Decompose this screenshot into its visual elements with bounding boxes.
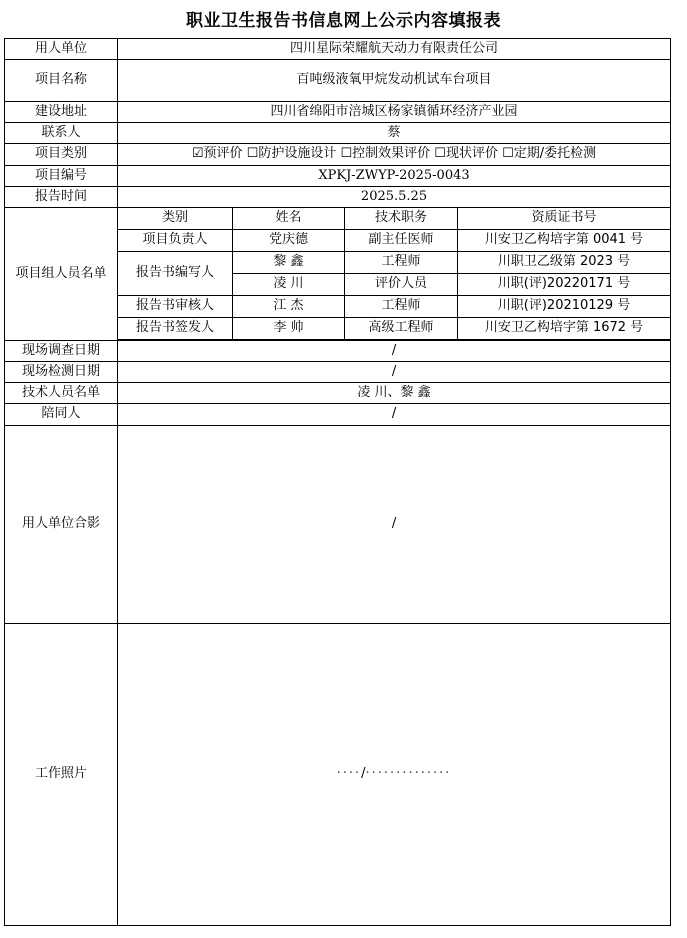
project-name-label: 项目名称 [5, 60, 118, 102]
report-time-label: 报告时间 [5, 187, 118, 208]
companion-label: 陪同人 [5, 404, 118, 426]
team-header-title: 技术职务 [345, 208, 458, 230]
team-member-name: 江 杰 [233, 296, 345, 318]
team-member-name: 凌 川 [233, 274, 345, 296]
team-header-row [5, 208, 671, 230]
row-address [5, 102, 671, 123]
row-project-name [5, 60, 671, 102]
team-member-title: 副主任医师 [345, 230, 458, 252]
form-title: 职业卫生报告书信息网上公示内容填报表 [186, 11, 501, 31]
category-options [118, 144, 671, 166]
contact-label: 联系人 [5, 123, 118, 144]
work-photo-dots: ·············· [365, 766, 452, 782]
row-test-date [5, 362, 671, 383]
team-member-cert: 川职卫乙级第 2023 号 [458, 252, 671, 274]
work-photo-dots: ···· [336, 766, 362, 782]
companion-value: / [118, 404, 671, 426]
row-report-time [5, 187, 671, 208]
team-role-leader: 项目负责人 [118, 230, 233, 252]
work-photo-value: / [361, 766, 366, 782]
team-header-cert: 资质证书号 [458, 208, 671, 230]
report-time-value: 2025.5.25 [118, 187, 671, 208]
survey-date-label: 现场调查日期 [5, 341, 118, 362]
checked-box-icon: ☑ [191, 146, 204, 162]
team-member-title: 工程师 [345, 296, 458, 318]
team-member-cert: 川安卫乙构培字第 1672 号 [458, 318, 671, 340]
team-member-title: 评价人员 [345, 274, 458, 296]
team-member-title: 工程师 [345, 252, 458, 274]
group-photo-area: / [118, 426, 671, 624]
row-category [5, 144, 671, 166]
address-value: 四川省绵阳市涪城区杨家镇循环经济产业园 [118, 102, 671, 123]
checkbox-icon: ☐ [434, 146, 446, 162]
row-survey-date [5, 341, 671, 362]
project-no-value: XPKJ-ZWYP-2025-0043 [118, 166, 671, 187]
employer-label: 用人单位 [5, 39, 118, 60]
row-work-photo [5, 624, 671, 926]
row-contact [5, 123, 671, 144]
team-header-category: 类别 [118, 208, 233, 230]
category-option-control-effect[interactable]: ☐控制效果评价 [340, 146, 431, 162]
team-role-issuer: 报告书签发人 [118, 318, 233, 340]
project-no-label: 项目编号 [5, 166, 118, 187]
category-option-protection-design[interactable]: ☐防护设施设计 [246, 146, 337, 162]
category-option-periodic-testing[interactable]: ☐定期/委托检测 [502, 146, 597, 162]
work-photo-area [118, 624, 671, 926]
team-role-reviewer: 报告书审核人 [118, 296, 233, 318]
row-group-photo [5, 426, 671, 624]
work-photo-label: 工作照片 [5, 624, 118, 926]
checkbox-icon: ☐ [246, 146, 259, 162]
tech-staff-value: 凌 川、黎 鑫 [118, 383, 671, 404]
checkbox-icon: ☐ [502, 146, 514, 162]
tech-staff-label: 技术人员名单 [5, 383, 118, 404]
row-companion [5, 404, 671, 426]
category-option-pre-evaluation[interactable]: ☑预评价 [191, 146, 243, 162]
team-member-name: 党庆德 [233, 230, 345, 252]
contact-value: 蔡 [118, 123, 671, 144]
team-member-cert: 川职(评)20220171 号 [458, 274, 671, 296]
team-member-cert: 川安卫乙构培字第 0041 号 [458, 230, 671, 252]
category-label: 项目类别 [5, 144, 118, 166]
team-header-name: 姓名 [233, 208, 345, 230]
test-date-label: 现场检测日期 [5, 362, 118, 383]
team-member-cert: 川职(评)20210129 号 [458, 296, 671, 318]
test-date-value: / [118, 362, 671, 383]
team-label: 项目组人员名单 [5, 208, 118, 341]
row-tech-staff [5, 383, 671, 404]
employer-value: 四川星际荣耀航天动力有限责任公司 [118, 39, 671, 60]
category-option-status-evaluation[interactable]: ☐现状评价 [434, 146, 498, 162]
team-role-writer: 报告书编写人 [118, 252, 233, 296]
project-name-value: 百吨级液氧甲烷发动机试车台项目 [118, 60, 671, 102]
row-project-no [5, 166, 671, 187]
team-member-name: 黎 鑫 [233, 252, 345, 274]
checkbox-icon: ☐ [340, 146, 353, 162]
disclosure-form-table [4, 38, 671, 926]
survey-date-value: / [118, 341, 671, 362]
team-member-title: 高级工程师 [345, 318, 458, 340]
row-employer [5, 39, 671, 60]
group-photo-label: 用人单位合影 [5, 426, 118, 624]
team-member-name: 李 帅 [233, 318, 345, 340]
address-label: 建设地址 [5, 102, 118, 123]
